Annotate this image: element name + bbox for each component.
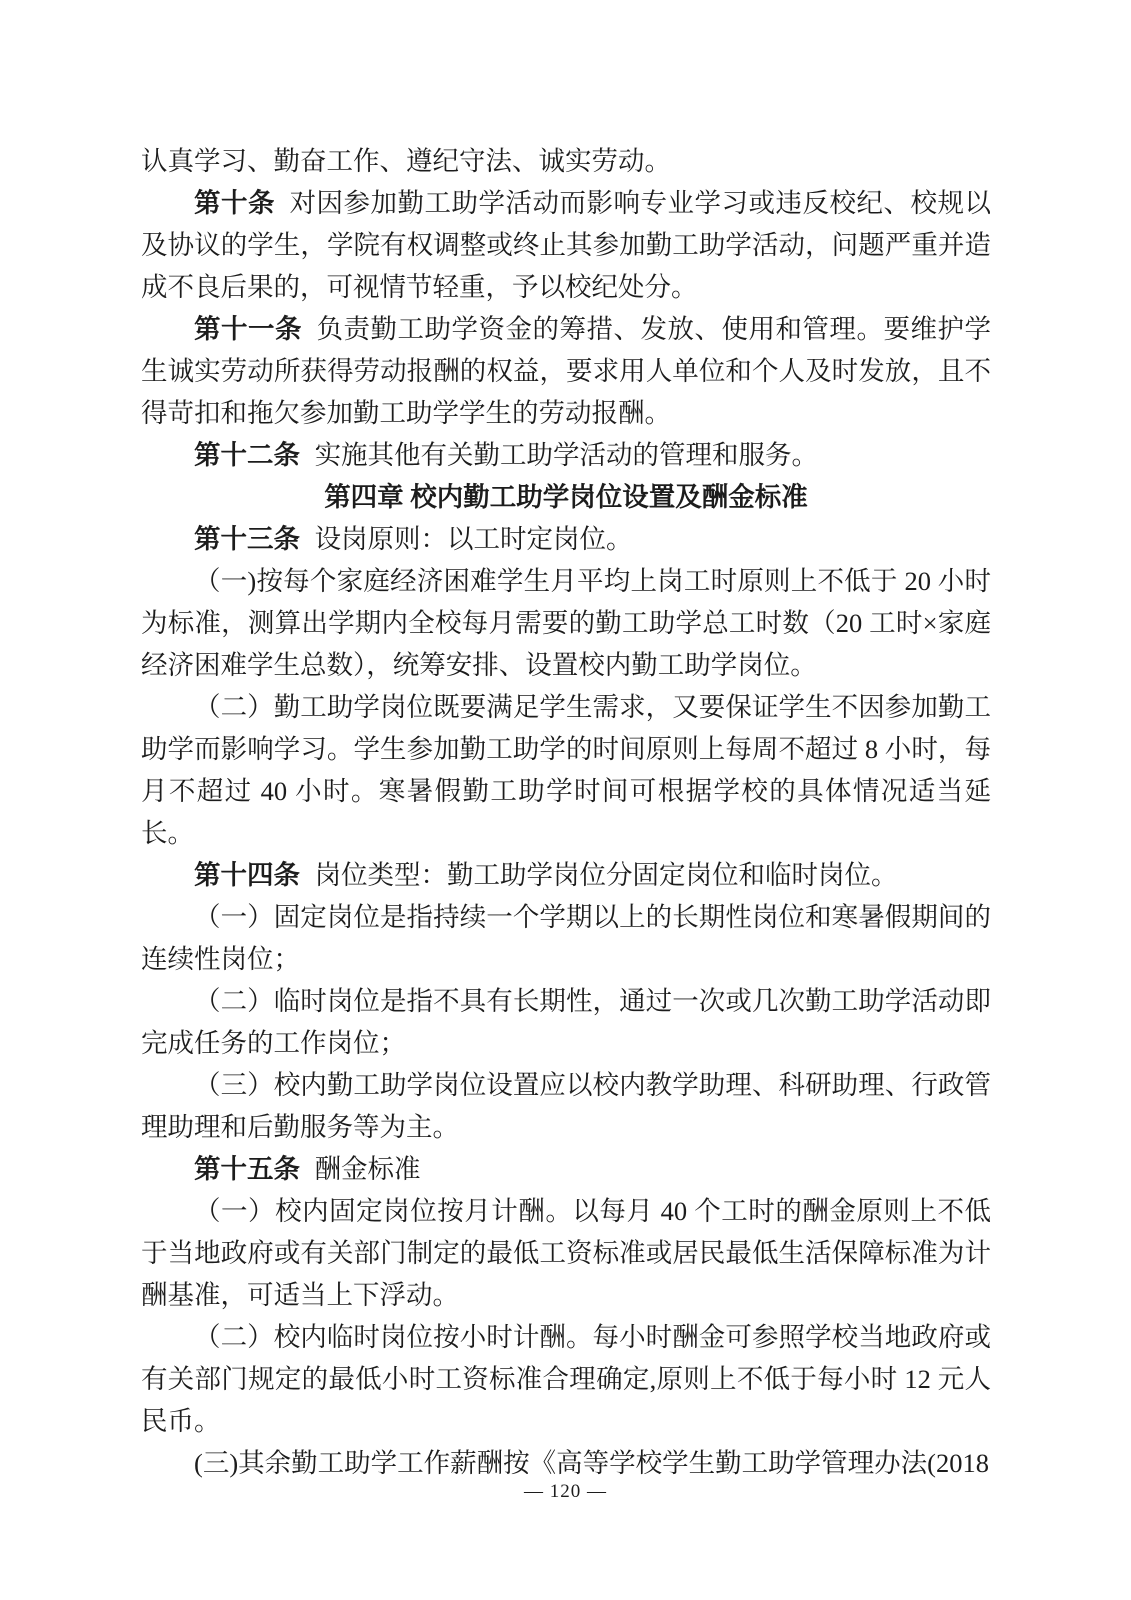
paragraph-text: （一）校内固定岗位按月计酬。以每月 40 个工时的酬金原则上不低于当地政府或有关部门制定的最低工资标准或居民最低生活保障标准为计酬基准，可适当上下浮动。 [141, 1196, 991, 1310]
article-15-item-3 [141, 1442, 991, 1484]
article-13-label: 第十三条 [194, 524, 300, 554]
paragraph-text: (三)其余勤工助学工作薪酬按《高等学校学生勤工助学管理办法(2018 [194, 1448, 989, 1478]
article-10-label: 第十条 [194, 188, 275, 218]
paragraph-text: （三）校内勤工助学岗位设置应以校内教学助理、科研助理、行政管理助理和后勤服务等为主。 [141, 1070, 991, 1142]
continuation-paragraph [141, 140, 991, 182]
paragraph-text: 设岗原则：以工时定岗位。 [314, 524, 633, 554]
paragraph-text: 岗位类型：勤工助学岗位分固定岗位和临时岗位。 [314, 860, 898, 890]
chapter-4-heading: 第四章 校内勤工助学岗位设置及酬金标准 [324, 482, 808, 512]
article-15-item-2 [141, 1316, 991, 1442]
article-15-label: 第十五条 [194, 1154, 300, 1184]
article-11-label: 第十一条 [194, 314, 302, 344]
article-13-paragraph [141, 518, 991, 560]
article-15-item-1 [141, 1190, 991, 1316]
paragraph-text: （二）校内临时岗位按小时计酬。每小时酬金可参照学校当地政府或有关部门规定的最低小时工资标准合理确定,原则上不低于每小时 12 元人民币。 [141, 1322, 991, 1436]
page-number: — 120 — [524, 1481, 607, 1502]
paragraph-text: 对因参加勤工助学活动而影响专业学习或违反校纪、校规以及协议的学生，学院有权调整或终止其参加勤工助学活动，问题严重并造成不良后果的，可视情节轻重，予以校纪处分。 [141, 188, 992, 302]
paragraph-text: （二）勤工助学岗位既要满足学生需求，又要保证学生不因参加勤工助学而影响学习。学生参加勤工助学的时间原则上每周不超过 8 小时，每月不超过 40 小时。寒暑假勤工助学时间可根据学校的具体情况适当延长。 [141, 692, 991, 848]
article-14-item-2 [141, 980, 991, 1064]
paragraph-text: 实施其他有关勤工助学活动的管理和服务。 [314, 440, 819, 470]
article-12-label: 第十二条 [194, 440, 300, 470]
article-14-item-3 [141, 1064, 991, 1148]
article-13-item-2 [141, 686, 991, 854]
paragraph-text: （二）临时岗位是指不具有长期性，通过一次或几次勤工助学活动即完成任务的工作岗位； [141, 986, 991, 1058]
paragraph-text: （一）固定岗位是指持续一个学期以上的长期性岗位和寒暑假期间的连续性岗位； [141, 902, 991, 974]
article-10-paragraph [141, 182, 991, 308]
article-14-paragraph [141, 854, 991, 896]
article-15-paragraph [141, 1148, 991, 1190]
article-11-paragraph [141, 308, 991, 434]
paragraph-text: 负责勤工助学资金的筹措、发放、使用和管理。要维护学生诚实劳动所获得劳动报酬的权益，要求用人单位和个人及时发放，且不得苛扣和拖欠参加勤工助学学生的劳动报酬。 [141, 314, 992, 428]
paragraph-text: （一)按每个家庭经济困难学生月平均上岗工时原则上不低于 20 小时为标准，测算出学期内全校每月需要的勤工助学总工时数（20 工时×家庭经济困难学生总数），统筹安排、设置校内勤工助学岗位。 [141, 566, 991, 680]
article-14-item-1 [141, 896, 991, 980]
paragraph-text: 认真学习、勤奋工作、遵纪守法、诚实劳动。 [141, 146, 671, 176]
document-body [141, 140, 991, 1484]
article-14-label: 第十四条 [194, 860, 300, 890]
article-13-item-1 [141, 560, 991, 686]
article-12-paragraph [141, 434, 991, 476]
paragraph-text: 酬金标准 [314, 1154, 421, 1184]
